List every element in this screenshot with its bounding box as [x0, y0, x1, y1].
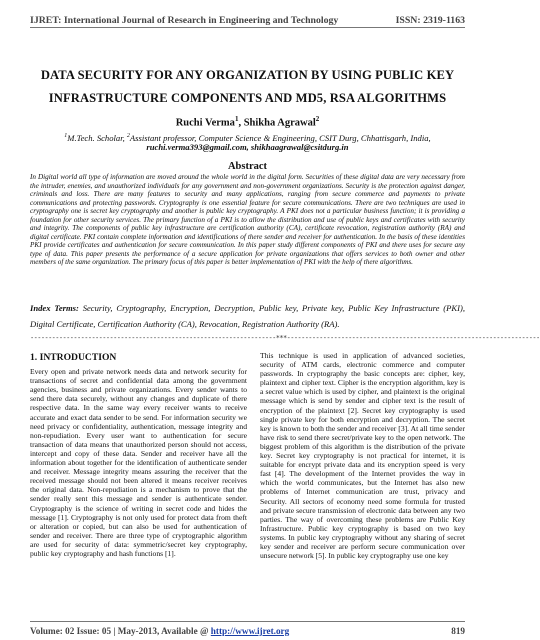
paper-title: [30, 64, 465, 110]
column-left: [30, 353, 247, 558]
affil-mark-1: 1: [64, 133, 68, 139]
running-footer: [30, 624, 465, 638]
issn: ISSN: 2319-1163: [395, 15, 465, 26]
index-terms-text: Security, Cryptography, Encryption, Decryption, Public key, Private key, Public Key Infrastructure (PKI), Digital Certificate, Certification Authority (CA), Revocation, Registration Authority (RA).: [30, 303, 465, 329]
section-heading: 1. INTRODUCTION: [30, 352, 117, 363]
abstract-heading: Abstract: [227, 161, 268, 172]
author-list: [30, 115, 465, 129]
intro-paragraph-left: Every open and private network needs data and network security for transactions of secret and confidential data among the government agencies, business and private organizations. Every sender wants to send there data securely, without any changes and duplicate of there respective data. In the same way every receiver wants to receive accurate and exact data sender to be send. For information security we need privacy or confidentiality, authentication, message integrity and non-repudiation. Every user want to authentication for secure transaction of data means that unauthorized person should not access, intercept and copy of these data. Sender and receiver have all the information about together for the identification of authenticate sender and receiver. Message integrity means assuring the receiver that the received message should not been altered it means receiver receives the original data. Non-repudiation is a mechanism to prove that the sender really sent this message and sender is authenticate sender. Cryptography is the science of writing in secret code and hides the message [1]. Cryptography is not only used for protect data from theft or alteration or copied, but can also be used for authentication of sender and receiver. There are three type of cryptographic algorithm are used for security of data: symmetric/secret key cryptography, public key cryptography and hash functions [1].: [30, 367, 247, 558]
footer-rule: [30, 621, 465, 622]
journal-link[interactable]: http://www.ijret.org: [210, 626, 290, 636]
author-separator: ,: [238, 117, 244, 129]
header-rule: [30, 27, 465, 28]
index-terms: [30, 301, 465, 332]
journal-name: IJRET: International Journal of Research in Engineering and Technology: [30, 15, 339, 26]
author-1: Ruchi Verma: [175, 117, 235, 129]
page-number: 819: [451, 626, 465, 636]
column-right: [260, 351, 465, 560]
author-1-mark: 1: [234, 115, 239, 123]
author-2: Shikha Agrawal: [243, 117, 316, 129]
running-header: [30, 8, 465, 26]
title-line-2: INFRASTRUCTURE COMPONENTS AND MD5, RSA ALGORITHMS: [48, 91, 447, 105]
affil-mark-2: 2: [126, 133, 130, 139]
affil-2: Assistant professor, Computer Science & Engineering, CSIT Durg, Chhattisgarh, India,: [129, 132, 431, 143]
author-2-mark: 2: [315, 115, 320, 123]
section-divider: --------------------------------------------------------------------***----------------------------------------------------------------------: [30, 334, 540, 342]
intro-paragraph-right: This technique is used in application of advanced societies, security of ATM cards, electronic commerce and computer passwords. In cryptography the basic concepts are: cipher, key, plaintext and cipher text. Cipher is the encryption algorithm, key is a secret value which is used by cipher, and plaintext is the original message which is send by sender and cipher text is the result of encryption of the plaintext [2]. Secret key cryptography is used single private key for both encryption and decryption. The secret key is known to both the sender and receiver [3]. At all time sender have risk to send there secret/private key to the open network. The biggest problem of this algorithm is the distribution of the private key. Secret key cryptography is not practical for internet, it is suitable for encrypt private data and its encryption speed is very fast [4]. The development of the Internet provides the way in which the world communicates, but the Internet has also new problems of Internet communication are trust, privacy and Security. All sectors of economy need some formula for trusted and private secure transmission of electronic data between any two parties. The way of overcoming these problems are Public Key Infrastructure. Public key cryptography is based on two key systems. In public key cryptography without any sharing of secret key sender and receiver are perform secure communication over unsecure network [5]. In public key cryptography use one key: [260, 351, 465, 561]
index-terms-label: Index Terms:: [30, 303, 79, 313]
title-line-1: DATA SECURITY FOR ANY ORGANIZATION BY USING PUBLIC KEY: [40, 68, 455, 82]
footer-volume: [30, 626, 289, 636]
abstract-text: In Digital world all type of information are moved around the whole world in the digital form. Securities of these digital data are very necessary from the intruder, enemies, and unauthorized individuals for any government and non-government organizations. Security is the protection against danger, criminals and loss. There are many features to security and many applications, ranging from secure commerce and payments to private communications and protecting passwords. Cryptography is one essential feature for secure communications. There are two techniques are used in cryptography one is secret key cryptography and another is public key cryptography. A PKI does not a particular business function; it is providing a foundation for other security services. The primary function of a PKI is to allow the distribution and use of public keys and certificates with security and integrity. The components of public key infrastructure are certification authority (CA), certificate revocation, registration authority (RA) and digital certificate. PKI contain complete information and identifications of there sender and receiver for authentication. In the basis of these identities PKI provide certificates and authentication for secure communication. In this paper study different components of PKI and there uses for secure any type of data. This paper presents the performance of a secure application for private organizations that offers services to both owner and other members of the same organization. The primary focus of this paper is better implementation of PKI with the help of there algorithms.: [30, 173, 465, 266]
footer-volume-text: Volume: 02 Issue: 05 | May-2013, Available @: [30, 626, 211, 636]
author-emails: ruchi.verma393@gmail.com, shikhaagrawal@csitdurg.in: [146, 142, 349, 152]
affil-1: M.Tech. Scholar,: [67, 132, 127, 143]
